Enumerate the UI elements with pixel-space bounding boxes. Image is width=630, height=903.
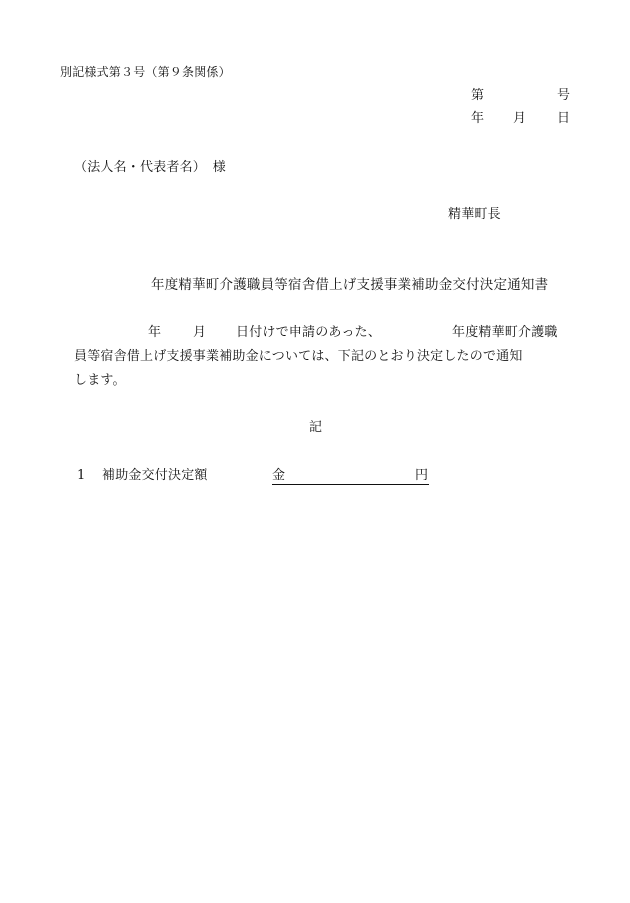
item-number: 1 xyxy=(77,468,86,483)
item-label: 補助金交付決定額 xyxy=(102,468,208,483)
body-line1-tail: 年度精華町介護職 xyxy=(452,325,558,340)
body-month-label: 月 xyxy=(193,325,207,340)
amount-underline xyxy=(272,468,429,485)
date-month-label: 月 xyxy=(513,111,527,126)
body-line1-text: 日付けで申請のあった、 xyxy=(236,325,382,340)
form-label: 別記様式第３号（第９条関係） xyxy=(60,65,231,79)
amount-suffix: 円 xyxy=(415,468,429,483)
addressee: （法人名・代表者名） 様 xyxy=(74,160,226,175)
document-number-suffix: 号 xyxy=(557,88,571,103)
amount-prefix: 金 xyxy=(272,468,286,483)
ki-heading: 記 xyxy=(309,420,323,435)
body-year-label: 年 xyxy=(148,325,162,340)
sender: 精華町長 xyxy=(448,207,501,222)
body-line2: 員等宿舎借上げ支援事業補助金については、下記のとおり決定したので通知 xyxy=(74,349,523,364)
document-title: 年度精華町介護職員等宿舎借上げ支援事業補助金交付決定通知書 xyxy=(151,277,549,293)
date-day-label: 日 xyxy=(557,111,571,126)
date-year-label: 年 xyxy=(471,111,485,126)
body-line3: します。 xyxy=(74,373,126,388)
document-number-prefix: 第 xyxy=(471,88,485,103)
